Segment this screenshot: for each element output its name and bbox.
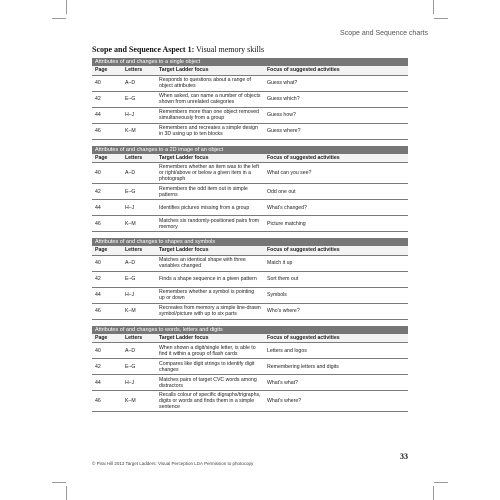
- cell-letters: E–G: [122, 359, 156, 375]
- cell-page: 46: [92, 216, 122, 232]
- section-heading: Attributes of and changes to words, letters and digits: [92, 326, 408, 334]
- cell-focus: Matches six randomly-positioned pairs from memory: [156, 216, 264, 232]
- cell-activity: Who's where?: [264, 303, 408, 319]
- cell-focus: Identifies pictures missing from a group: [156, 200, 264, 216]
- column-header-page: Page: [92, 246, 122, 255]
- table-row: [92, 91, 408, 107]
- cell-letters: H–J: [122, 200, 156, 216]
- cell-letters: H–J: [122, 375, 156, 391]
- column-header-page: Page: [92, 334, 122, 343]
- table-row: [92, 184, 408, 200]
- skills-table: [92, 66, 408, 140]
- skills-table: [92, 246, 408, 320]
- section-table: [92, 326, 408, 413]
- cell-focus: Finds a shape sequence in a given pattern: [156, 271, 264, 287]
- table-row: [92, 303, 408, 319]
- column-header-activities: Focus of suggested activities: [264, 66, 408, 75]
- running-head: Scope and Sequence charts: [340, 30, 428, 37]
- table-row: [92, 359, 408, 375]
- cell-letters: A–D: [122, 343, 156, 359]
- crop-mark: [52, 482, 66, 483]
- crop-mark: [66, 486, 67, 500]
- cell-page: 42: [92, 184, 122, 200]
- cell-letters: E–G: [122, 184, 156, 200]
- section-heading: Attributes of and changes to shapes and symbols: [92, 238, 408, 246]
- cell-page: 44: [92, 287, 122, 303]
- table-row: [92, 123, 408, 139]
- cell-focus: Remembers and recreates a simple design in 3D using up to ten blocks: [156, 123, 264, 139]
- section-table: [92, 146, 408, 233]
- skills-table: [92, 334, 408, 413]
- column-header-focus: Target Ladder focus: [156, 154, 264, 163]
- cell-page: 44: [92, 200, 122, 216]
- cell-focus: Recreates from memory a simple line-drawn symbol/picture with up to six parts: [156, 303, 264, 319]
- cell-focus: Compares like digit strings to identify digit changes: [156, 359, 264, 375]
- column-header-focus: Target Ladder focus: [156, 334, 264, 343]
- cell-page: 44: [92, 375, 122, 391]
- cell-focus: Matches pairs of target CVC words among distractors: [156, 375, 264, 391]
- cell-activity: Guess where?: [264, 123, 408, 139]
- table-row: [92, 216, 408, 232]
- cell-page: 40: [92, 255, 122, 271]
- cell-activity: What's where?: [264, 391, 408, 412]
- cell-letters: E–G: [122, 91, 156, 107]
- cell-letters: H–J: [122, 107, 156, 123]
- crop-mark: [434, 482, 448, 483]
- section-heading: Attributes of and changes to a single object: [92, 58, 408, 66]
- scope-sequence-content: [92, 58, 408, 418]
- cell-focus: When shown a digit/single letter, is able to find it within a group of flash cards: [156, 343, 264, 359]
- cell-focus: Remembers whether a symbol is pointing up or down: [156, 287, 264, 303]
- section-table: [92, 58, 408, 140]
- cell-focus: Matches an identical shape with three variables changed: [156, 255, 264, 271]
- cell-activity: What can you see?: [264, 163, 408, 184]
- table-row: [92, 107, 408, 123]
- cell-activity: Guess how?: [264, 107, 408, 123]
- cell-focus: Remembers more than one object removed simultaneously from a group: [156, 107, 264, 123]
- cell-activity: Guess what?: [264, 75, 408, 91]
- crop-mark: [433, 0, 434, 14]
- table-row: [92, 375, 408, 391]
- crop-mark: [434, 18, 448, 19]
- cell-focus: Recalls colour of specific digraphs/trigraphs, digits or words and finds them in a simple sentence: [156, 391, 264, 412]
- title-bold: Scope and Sequence Aspect 1:: [92, 45, 195, 54]
- table-row: [92, 163, 408, 184]
- crop-mark: [433, 486, 434, 500]
- cell-page: 46: [92, 303, 122, 319]
- column-header-page: Page: [92, 66, 122, 75]
- table-row: [92, 255, 408, 271]
- cell-activity: Symbols: [264, 287, 408, 303]
- table-row: [92, 271, 408, 287]
- cell-letters: K–M: [122, 303, 156, 319]
- section-table: [92, 238, 408, 320]
- column-header-letters: Letters: [122, 154, 156, 163]
- cell-page: 40: [92, 163, 122, 184]
- table-row: [92, 200, 408, 216]
- column-header-focus: Target Ladder focus: [156, 66, 264, 75]
- cell-page: 42: [92, 91, 122, 107]
- page-number: 33: [400, 452, 408, 461]
- crop-mark: [52, 18, 66, 19]
- page-title: [92, 45, 264, 54]
- footer-credits: © Pirai Hill 2013 Target Ladders: Visual Perception LDA Permission to photocopy: [92, 461, 254, 466]
- cell-letters: K–M: [122, 216, 156, 232]
- cell-activity: Match it up: [264, 255, 408, 271]
- crop-mark: [66, 0, 67, 14]
- cell-activity: Picture matching: [264, 216, 408, 232]
- cell-activity: What's what?: [264, 375, 408, 391]
- cell-activity: Guess which?: [264, 91, 408, 107]
- cell-activity: Odd one out: [264, 184, 408, 200]
- column-header-letters: Letters: [122, 334, 156, 343]
- column-header-letters: Letters: [122, 246, 156, 255]
- column-header-focus: Target Ladder focus: [156, 246, 264, 255]
- cell-page: 42: [92, 271, 122, 287]
- cell-letters: H–J: [122, 287, 156, 303]
- cell-page: 40: [92, 75, 122, 91]
- cell-page: 46: [92, 123, 122, 139]
- table-header-row: [92, 246, 408, 255]
- cell-activity: Letters and logos: [264, 343, 408, 359]
- section-heading: Attributes of and changes to a 2D image of an object: [92, 146, 408, 154]
- cell-focus: Remembers whether an item was to the left or right/above or below a given item in a photograph: [156, 163, 264, 184]
- table-header-row: [92, 154, 408, 163]
- cell-activity: Sort them out: [264, 271, 408, 287]
- table-row: [92, 75, 408, 91]
- column-header-activities: Focus of suggested activities: [264, 334, 408, 343]
- column-header-activities: Focus of suggested activities: [264, 246, 408, 255]
- cell-focus: When asked, can name a number of objects shown from unrelated categories: [156, 91, 264, 107]
- cell-letters: A–D: [122, 163, 156, 184]
- cell-activity: Remembering letters and digits: [264, 359, 408, 375]
- cell-letters: A–D: [122, 75, 156, 91]
- cell-focus: Responds to questions about a range of object attributes: [156, 75, 264, 91]
- table-row: [92, 343, 408, 359]
- column-header-page: Page: [92, 154, 122, 163]
- table-header-row: [92, 334, 408, 343]
- cell-letters: E–G: [122, 271, 156, 287]
- cell-focus: Remembers the odd item out in simple patterns: [156, 184, 264, 200]
- title-rest: Visual memory skills: [196, 45, 265, 54]
- table-row: [92, 287, 408, 303]
- column-header-letters: Letters: [122, 66, 156, 75]
- cell-page: 46: [92, 391, 122, 412]
- skills-table: [92, 154, 408, 233]
- column-header-activities: Focus of suggested activities: [264, 154, 408, 163]
- cell-activity: What's changed?: [264, 200, 408, 216]
- cell-letters: K–M: [122, 123, 156, 139]
- table-row: [92, 391, 408, 412]
- cell-page: 44: [92, 107, 122, 123]
- cell-page: 42: [92, 359, 122, 375]
- cell-letters: K–M: [122, 391, 156, 412]
- cell-letters: A–D: [122, 255, 156, 271]
- cell-page: 40: [92, 343, 122, 359]
- table-header-row: [92, 66, 408, 75]
